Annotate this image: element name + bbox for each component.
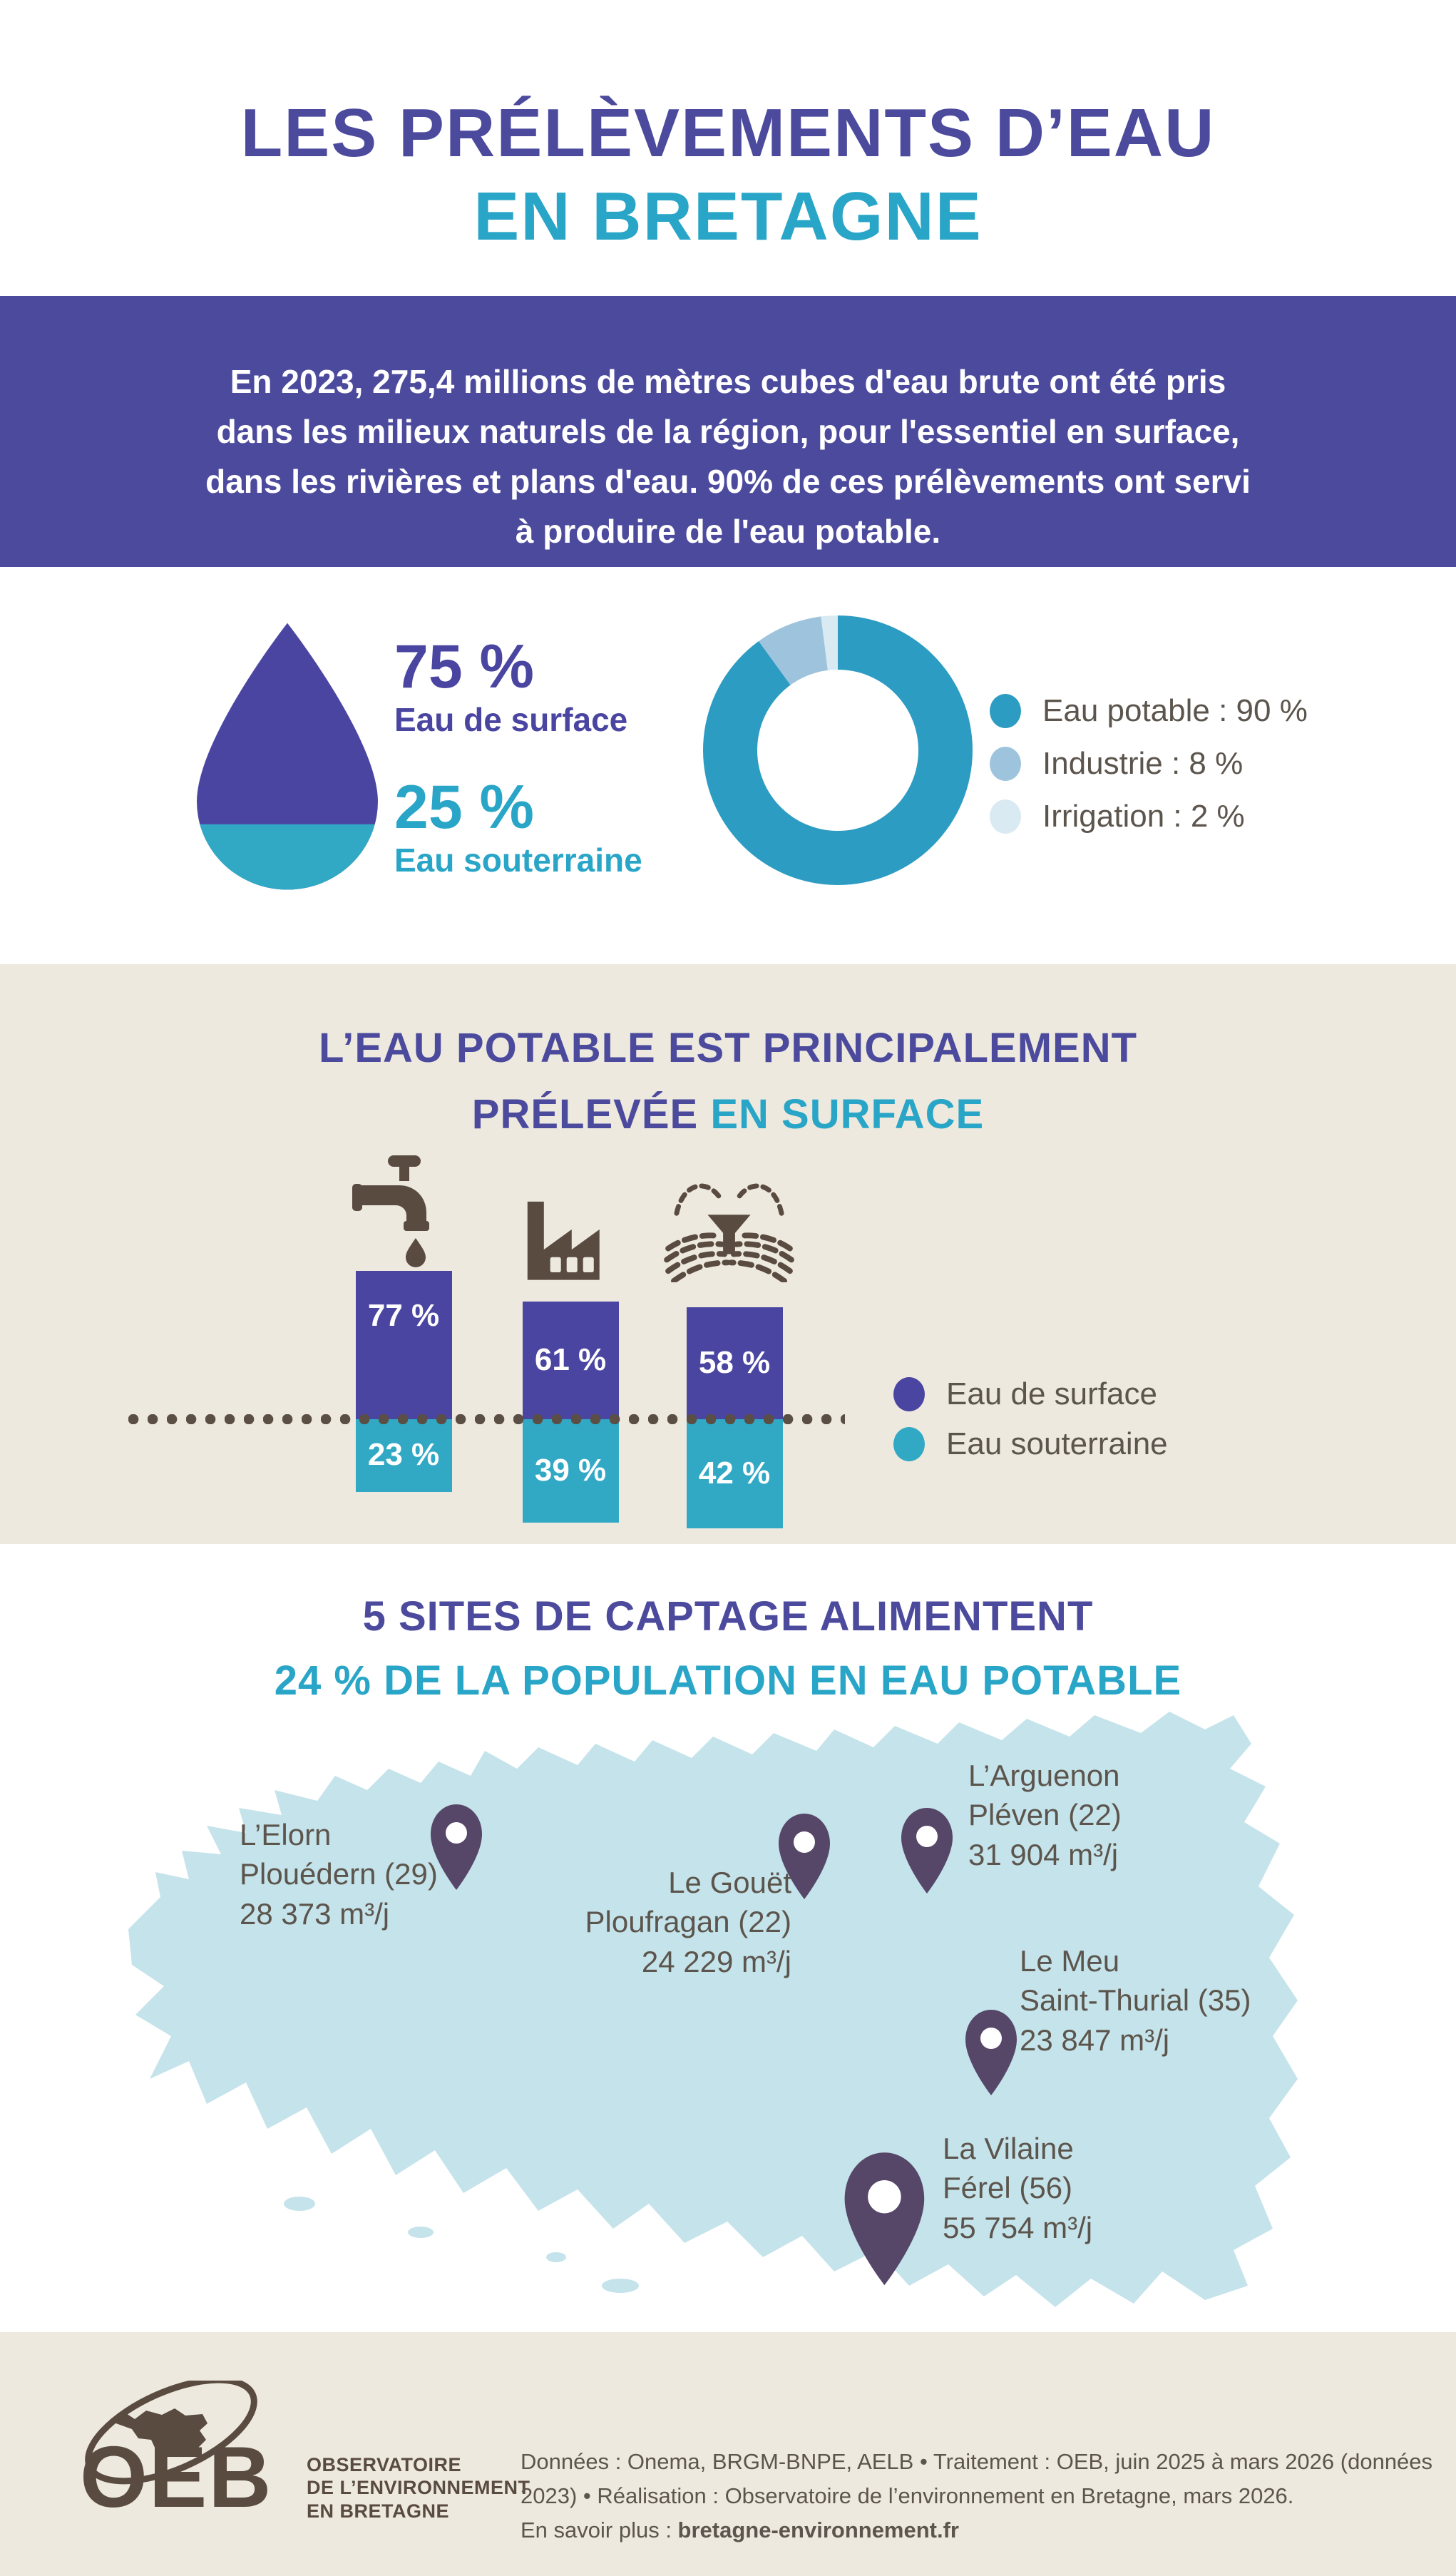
usage-legend-item bbox=[990, 693, 1308, 729]
site-flow: 55 754 m³/j bbox=[943, 2210, 1093, 2244]
bars-legend bbox=[893, 1376, 1168, 1476]
legend-label: Eau potable : 90 % bbox=[1042, 693, 1308, 728]
section-sites-title bbox=[0, 1585, 1456, 1713]
site-label bbox=[968, 1756, 1239, 1874]
credits bbox=[521, 2445, 1447, 2547]
factory-icon bbox=[513, 1195, 627, 1287]
usage-legend-item bbox=[990, 799, 1308, 834]
map-pin-icon bbox=[831, 2148, 938, 2293]
ground-swatch-icon bbox=[893, 1427, 925, 1461]
oeb-logo-caption bbox=[307, 2453, 530, 2523]
site-label bbox=[1020, 1941, 1326, 2060]
irrigation-icon bbox=[663, 1170, 795, 1286]
title-part-teal: EN SURFACE bbox=[710, 1090, 985, 1138]
legend-item-ground bbox=[893, 1426, 1168, 1462]
site-label bbox=[240, 1815, 468, 1933]
site-flow: 24 229 m³/j bbox=[641, 1944, 791, 1978]
site-commune: Férel (56) bbox=[943, 2171, 1073, 2205]
faucet-icon bbox=[351, 1154, 458, 1280]
origin-split-stats bbox=[394, 633, 642, 916]
legend-item-surface bbox=[893, 1376, 1168, 1412]
site-commune: Ploufragan (22) bbox=[585, 1905, 791, 1939]
intro-banner-text bbox=[0, 296, 1456, 557]
logo-caption-line: EN BRETAGNE bbox=[307, 2500, 450, 2522]
surface-swatch-icon bbox=[893, 1377, 925, 1411]
legend-label: Eau souterraine bbox=[946, 1426, 1168, 1461]
legend-swatch-icon bbox=[990, 799, 1021, 834]
oeb-logo-text: OEB bbox=[80, 2428, 273, 2525]
site-commune: Plouédern (29) bbox=[240, 1857, 438, 1891]
site-flow: 28 373 m³/j bbox=[240, 1896, 390, 1931]
legend-label: Industrie : 8 % bbox=[1042, 746, 1244, 781]
logo-caption-line: DE L’ENVIRONNEMENT bbox=[307, 2477, 530, 2499]
origin-stat bbox=[394, 633, 642, 738]
section-surface-title-line1: L’EAU POTABLE EST PRINCIPALEMENT bbox=[318, 1025, 1138, 1071]
site-label bbox=[542, 1863, 791, 1981]
bar-ground-value: 42 % bbox=[698, 1455, 771, 1491]
bar-surface-value: 58 % bbox=[698, 1344, 771, 1380]
site-flow: 31 904 m³/j bbox=[968, 1837, 1119, 1871]
credits-line1: Données : Onema, BRGM-BNPE, AELB • Traitement : OEB, juin 2025 à mars 2026 (données bbox=[521, 2449, 1433, 2474]
intro-banner bbox=[0, 296, 1456, 567]
banner-line: En 2023, 275,4 millions de mètres cubes d'eau brute ont été pris bbox=[230, 363, 1226, 400]
legend-swatch-icon bbox=[990, 747, 1021, 781]
bar-ground-value: 23 % bbox=[367, 1437, 440, 1472]
site-river: Le Meu bbox=[1020, 1944, 1120, 1978]
credits-line3 bbox=[521, 2513, 1447, 2547]
section-sites-title-line1: 5 SITES DE CAPTAGE ALIMENTENT bbox=[362, 1593, 1094, 1640]
site-flow: 23 847 m³/j bbox=[1020, 2023, 1170, 2057]
site-commune: Pléven (22) bbox=[968, 1798, 1122, 1832]
site-label bbox=[943, 2129, 1214, 2247]
ground-dotted-line bbox=[128, 1414, 845, 1424]
page-title-line1: LES PRÉLÈVEMENTS D’EAU bbox=[240, 95, 1216, 171]
stat-label: Eau souterraine bbox=[394, 841, 642, 879]
site-river: Le Gouët bbox=[668, 1866, 791, 1899]
map-pin-icon bbox=[893, 1805, 961, 1900]
usage-legend bbox=[990, 693, 1308, 852]
bar-surface-0 bbox=[356, 1271, 452, 1419]
credits-line2: 2023) • Réalisation : Observatoire de l’environnement en Bretagne, mars 2026. bbox=[521, 2483, 1294, 2509]
website-link[interactable]: bretagne-environnement.fr bbox=[677, 2518, 959, 2543]
banner-line: dans les milieux naturels de la région, pour l'essentiel en surface, bbox=[216, 412, 1240, 450]
site-river: La Vilaine bbox=[943, 2132, 1074, 2165]
stat-value: 75 % bbox=[394, 633, 535, 701]
page-title-line2: EN BRETAGNE bbox=[473, 178, 983, 255]
site-river: L’Arguenon bbox=[968, 1759, 1120, 1792]
section-sites-title-line2: 24 % DE LA POPULATION EN EAU POTABLE bbox=[274, 1657, 1182, 1704]
section-surface-title bbox=[0, 1016, 1456, 1148]
bar-surface-value: 61 % bbox=[534, 1341, 607, 1377]
legend-label: Eau de surface bbox=[946, 1376, 1157, 1411]
origin-stat bbox=[394, 772, 642, 879]
legend-swatch-icon bbox=[990, 694, 1021, 728]
bar-ground-value: 39 % bbox=[534, 1452, 607, 1488]
stat-label: Eau de surface bbox=[394, 701, 628, 738]
page-title bbox=[0, 91, 1456, 258]
donut-hole bbox=[757, 670, 918, 831]
site-commune: Saint-Thurial (35) bbox=[1020, 1983, 1251, 2018]
title-part-purple: PRÉLEVÉE bbox=[471, 1090, 699, 1138]
site-river: L’Elorn bbox=[240, 1818, 332, 1851]
section-surface-title-line2 bbox=[0, 1082, 1456, 1148]
legend-label: Irrigation : 2 % bbox=[1042, 799, 1245, 834]
usage-legend-item bbox=[990, 746, 1308, 782]
map-pin-icon bbox=[957, 2007, 1025, 2102]
banner-line: dans les rivières et plans d'eau. 90% de ces prélèvements ont servi bbox=[205, 462, 1251, 500]
usage-donut-chart bbox=[703, 615, 973, 885]
bar-surface-value: 77 % bbox=[367, 1298, 440, 1333]
water-drop-icon bbox=[160, 615, 414, 892]
logo-caption-line: OBSERVATOIRE bbox=[307, 2454, 462, 2475]
more-label: En savoir plus : bbox=[521, 2518, 678, 2543]
banner-line: à produire de l'eau potable. bbox=[515, 512, 941, 550]
stat-value: 25 % bbox=[394, 772, 535, 842]
